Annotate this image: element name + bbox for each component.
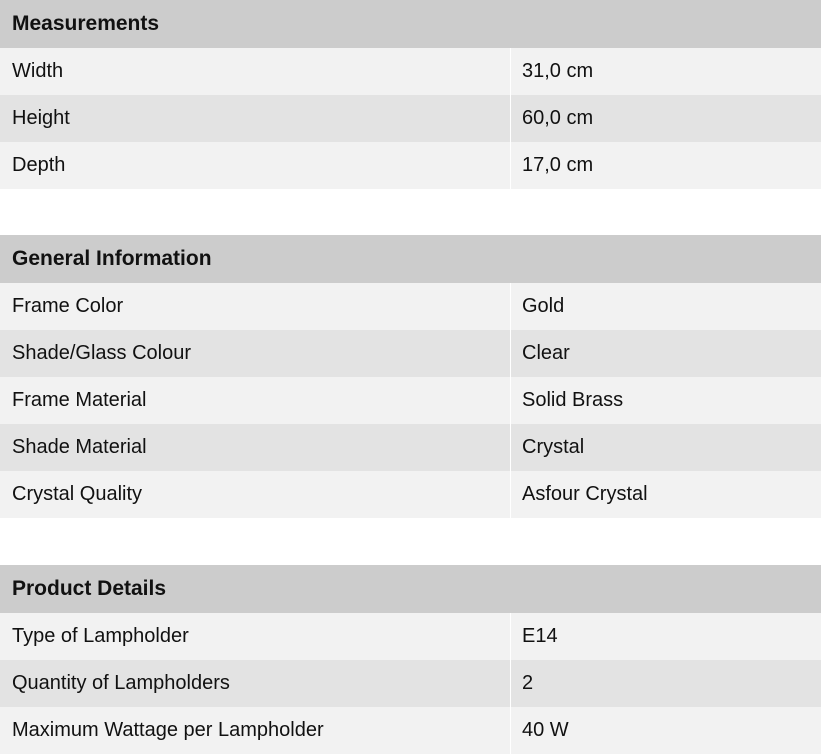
row-label: Depth [0, 142, 511, 189]
row-label: Height [0, 95, 511, 142]
table-row [0, 48, 821, 95]
table-row [0, 95, 821, 142]
general-information-section [0, 235, 821, 518]
row-label: Shade/Glass Colour [0, 330, 511, 377]
measurements-section [0, 0, 821, 189]
row-label: Type of Lampholder [0, 613, 511, 660]
table-row [0, 660, 821, 707]
row-label: Frame Material [0, 377, 511, 424]
row-value: 31,0 cm [522, 60, 594, 82]
row-value: Asfour Crystal [522, 483, 648, 505]
row-value: Solid Brass [522, 389, 624, 411]
table-row [0, 377, 821, 424]
row-value: 40 W [522, 719, 569, 741]
row-value: Crystal [522, 436, 585, 458]
row-label: Shade Material [0, 424, 511, 471]
section-header-general-information: General Information [0, 235, 821, 283]
row-label: Maximum Wattage per Lampholder [0, 707, 511, 754]
section-header-product-details: Product Details [0, 565, 821, 613]
row-value: 60,0 cm [522, 107, 594, 129]
row-value: 17,0 cm [522, 154, 594, 176]
section-header-measurements: Measurements [0, 0, 821, 48]
row-label: Width [0, 48, 511, 95]
table-row [0, 613, 821, 660]
row-label: Crystal Quality [0, 471, 511, 518]
table-row [0, 283, 821, 330]
table-row [0, 330, 821, 377]
table-row [0, 424, 821, 471]
row-value: Gold [522, 295, 565, 317]
row-value: Clear [522, 342, 570, 364]
row-value: E14 [522, 625, 558, 647]
table-row [0, 471, 821, 518]
row-label: Quantity of Lampholders [0, 660, 511, 707]
row-value: 2 [522, 672, 534, 694]
table-row [0, 707, 821, 754]
row-label: Frame Color [0, 283, 511, 330]
table-row [0, 142, 821, 189]
product-details-section [0, 565, 821, 754]
